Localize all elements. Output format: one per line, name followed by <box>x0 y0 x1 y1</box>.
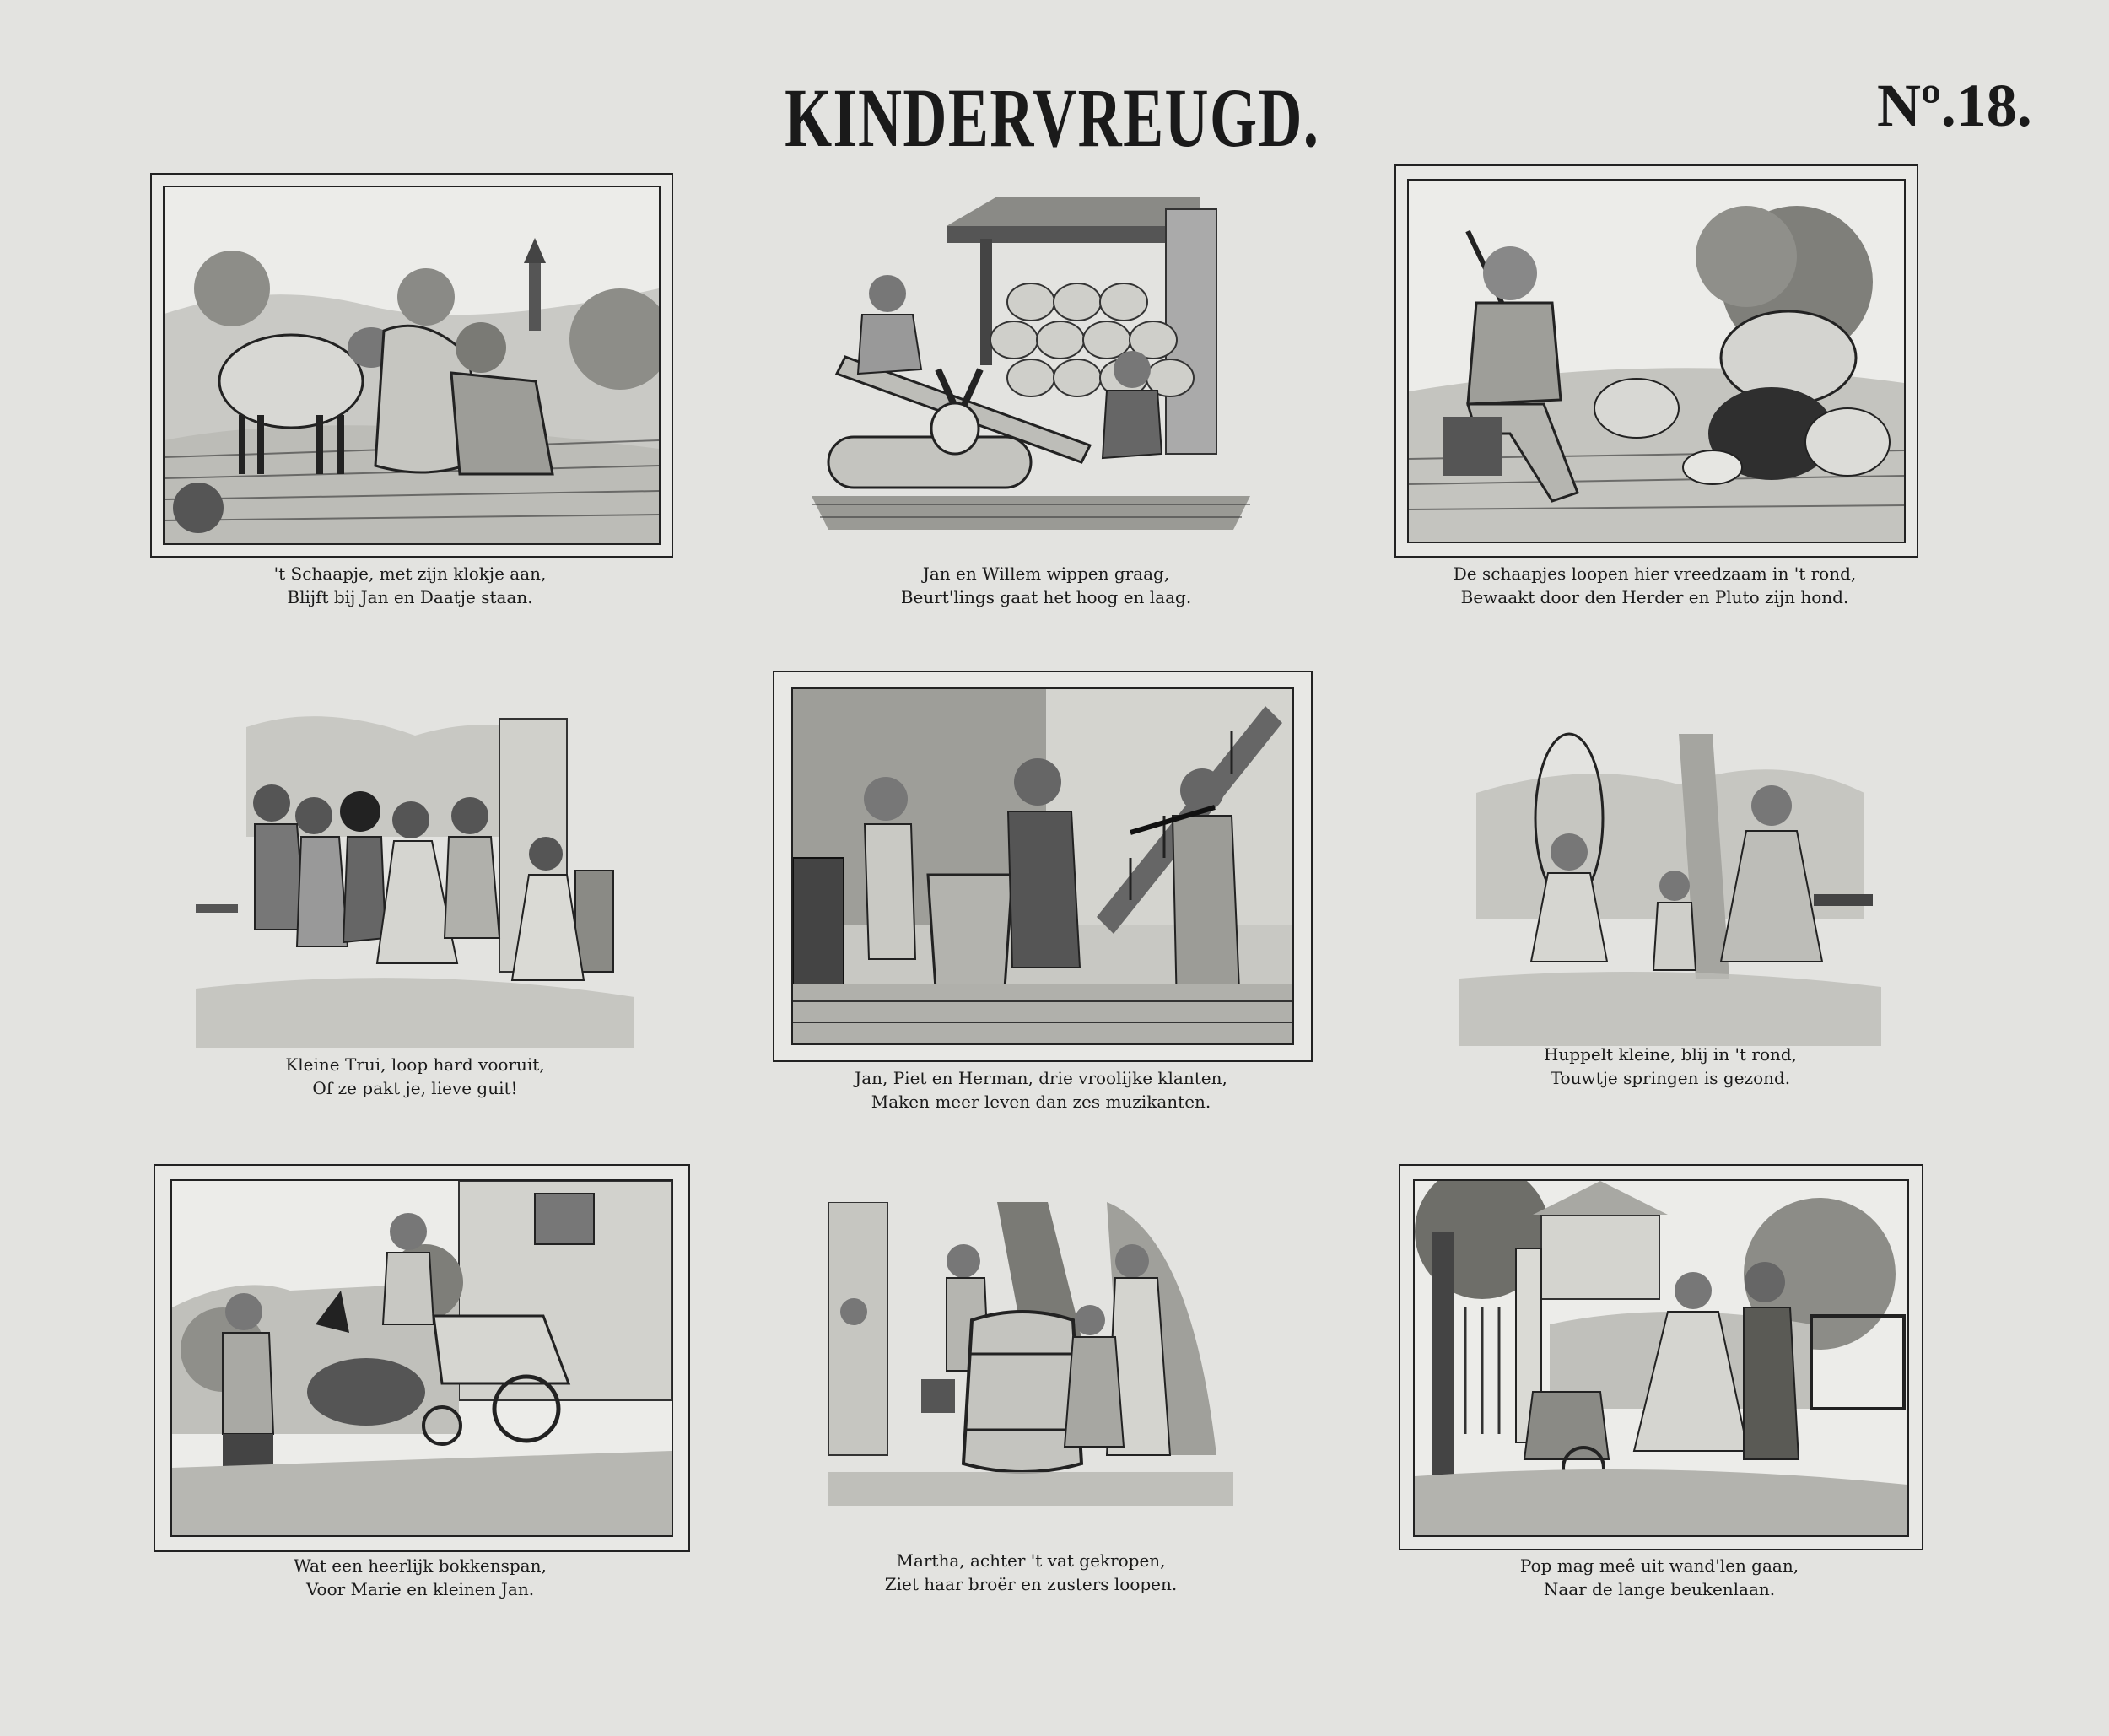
panel-4-caption-line-2: Of ze pakt je, lieve guit! <box>312 1078 518 1098</box>
panel-6-illustration <box>1459 725 1881 1046</box>
panel-3-caption <box>1394 562 1915 609</box>
panel-1-caption-line-1: 't Schaapje, met zijn klokje aan, <box>273 563 547 584</box>
panel-9-caption-line-1: Pop mag meê uit wand'len gaan, <box>1519 1555 1799 1576</box>
panel-2-illustration <box>812 192 1250 547</box>
panel-9-illustration <box>1413 1179 1909 1537</box>
panel-8-caption-line-1: Martha, achter 't vat gekropen, <box>896 1550 1166 1571</box>
panel-4-caption-line-1: Kleine Trui, loop hard vooruit, <box>285 1054 545 1075</box>
panel-2-caption-line-1: Jan en Willem wippen graag, <box>922 563 1170 584</box>
panel-8-illustration <box>828 1202 1233 1539</box>
panel-5-caption <box>773 1066 1309 1113</box>
sheet-number: Nº.18. <box>1877 72 2032 139</box>
panel-1-caption-line-2: Blijft bij Jan en Daatje staan. <box>287 587 533 607</box>
panel-7-illustration <box>170 1179 673 1537</box>
panel-1-caption <box>150 562 670 609</box>
panel-5-caption-line-2: Maken meer leven dan zes muzikanten. <box>871 1092 1211 1112</box>
panel-6-caption-line-2: Touwtje springen is gezond. <box>1550 1068 1791 1088</box>
panel-5-caption-line-1: Jan, Piet en Herman, drie vroolijke klanten, <box>855 1068 1227 1088</box>
panel-4-caption <box>196 1053 634 1100</box>
sheet-title: KINDERVREUGD. <box>785 71 1320 164</box>
panel-3-illustration <box>1407 179 1906 543</box>
panel-2-caption <box>793 562 1299 609</box>
panel-6-caption <box>1434 1043 1907 1090</box>
panel-2-caption-line-2: Beurt'lings gaat het hoog en laag. <box>900 587 1192 607</box>
panel-8-caption-line-2: Ziet haar broër en zusters loopen. <box>884 1574 1178 1594</box>
panel-5-illustration <box>791 687 1294 1045</box>
panel-7-caption-line-1: Wat een heerlijk bokkenspan, <box>294 1555 547 1576</box>
panel-3-caption-line-2: Bewaakt door den Herder en Pluto zijn hond. <box>1460 587 1849 607</box>
panel-4-illustration <box>196 710 634 1048</box>
panel-9-caption-line-2: Naar de lange beukenlaan. <box>1543 1579 1776 1599</box>
panel-6-caption-line-1: Huppelt kleine, blij in 't rond, <box>1543 1044 1798 1065</box>
panel-3-caption-line-1: De schaapjes loopen hier vreedzaam in 't rond, <box>1453 563 1857 584</box>
panel-8-caption <box>795 1549 1267 1596</box>
panel-1-illustration <box>163 186 661 545</box>
panel-7-caption <box>154 1554 687 1601</box>
panel-9-caption <box>1399 1554 1920 1601</box>
panel-7-caption-line-2: Voor Marie en kleinen Jan. <box>305 1579 535 1599</box>
